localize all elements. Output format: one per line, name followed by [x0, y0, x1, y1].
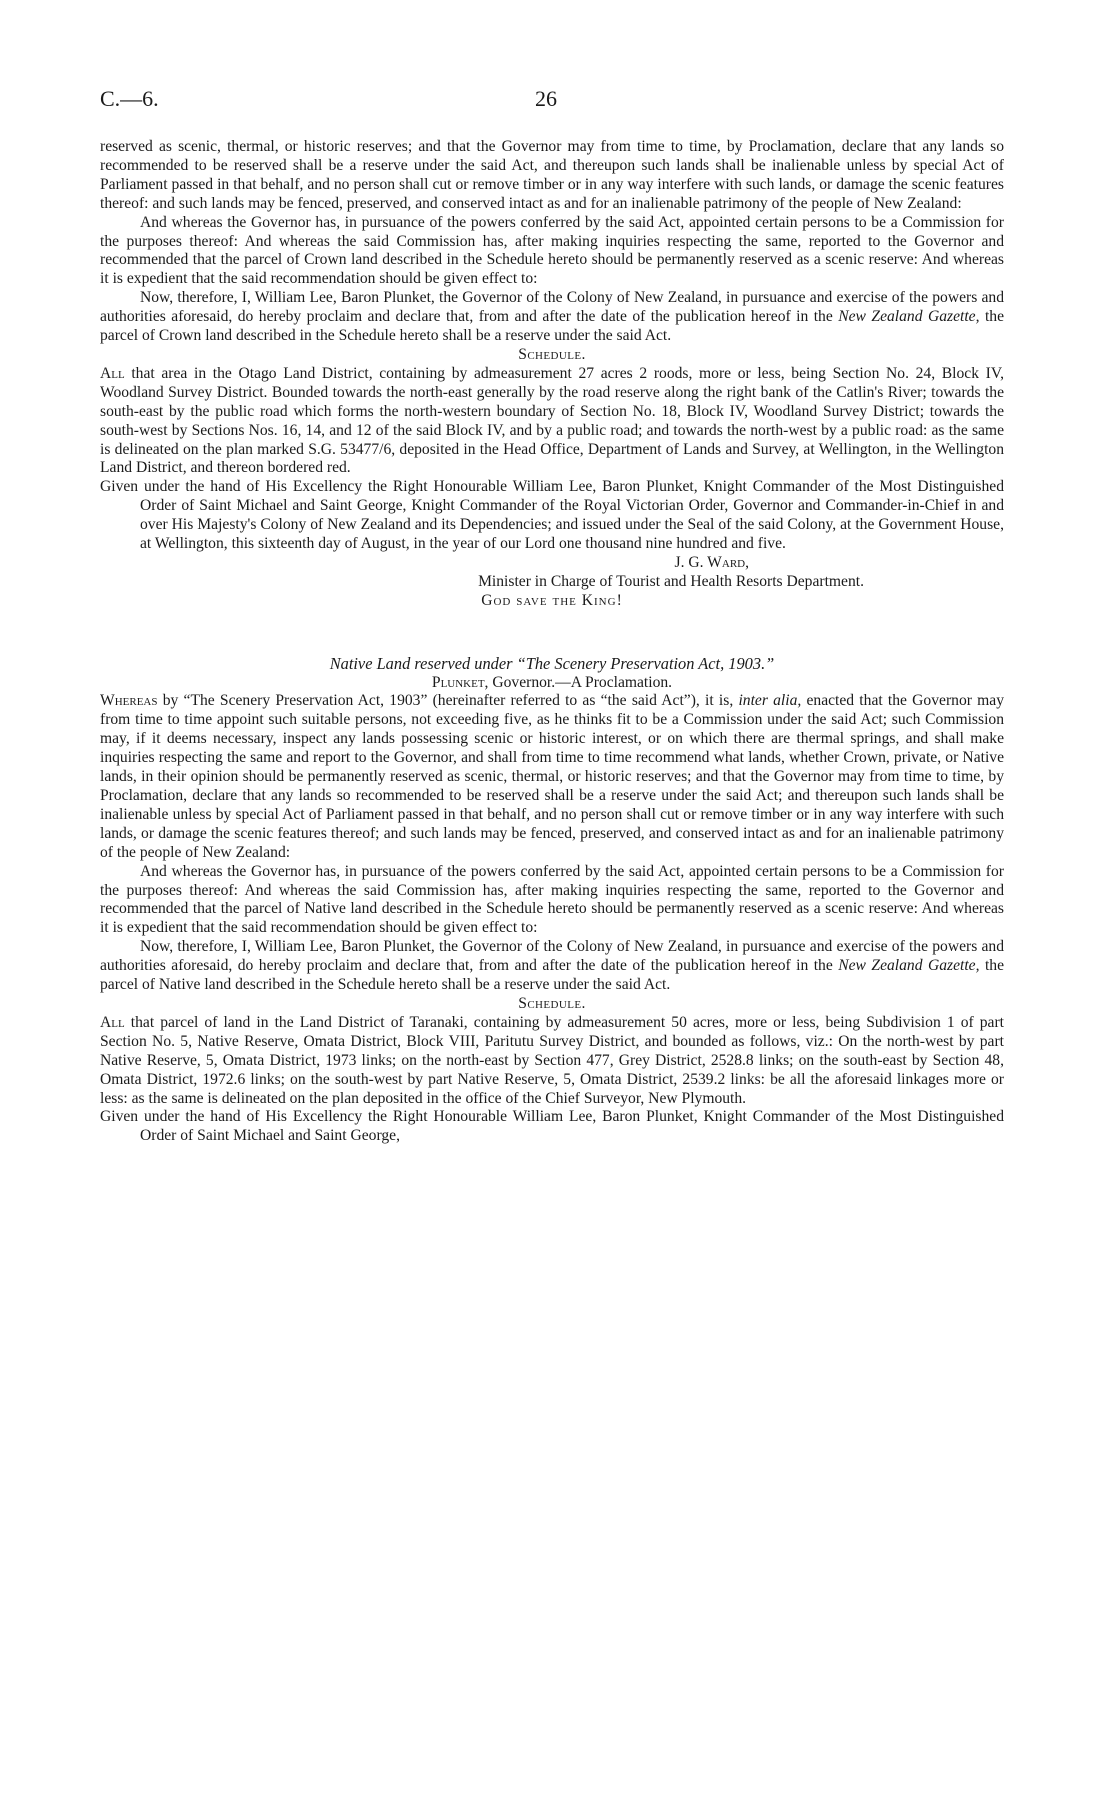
section2-paragraph-2: And whereas the Governor has, in pursuance of the powers conferred by the said Act, appointed certain persons to be a Commission for the purposes thereof: And whereas the said Commission has, after making inquiries respecting the same, reported to the Governor and recommended that the parcel of Native land described in the Schedule hereto should be permanently reserved as a scenic reserve: And whereas it is expedient that the said recommendation should be given effect to:: [100, 862, 1004, 937]
section2-paragraph-1: [100, 692, 1004, 862]
page-header: [100, 86, 1004, 120]
section1-paragraph-3: [100, 289, 1004, 346]
section2-para1-text-end: enacted that the Governor may from time to time appoint such suitable persons, not exceeding five, as he thinks fit to be a Commission under the said Act; such Commission may, if it deems necessary, inspect any lands possessing scenic or historic interest, or on which there are thermal springs, and shall make inquiries respecting the same and report to the Governor, and shall from time to time recommend what lands, whether Crown, private, or Native lands, in their opinion should be permanently reserved as scenic, thermal, or historic reserves; and that the Governor may from time to time, by Proclamation, declare that any lands so recommended to be reserved shall be a reserve under the said Act; and thereupon such lands shall be inalienable unless by special Act of Parliament passed in that behalf, and no person shall cut or remove timber or in any way interfere with such lands, or damage the scenic features thereof; and such lands may be fenced, preserved, and conserved intact as and for an inalienable patrimony of the people of New Zealand:: [100, 692, 1004, 861]
section-divider-space: [100, 611, 1004, 655]
section2-schedule-text: [100, 1014, 1004, 1109]
section2-governor-name: Plunket,: [431, 673, 489, 691]
section2-para3-text-end: the parcel of Native land described in the Schedule hereto shall be a reserve under the said Act.: [100, 957, 1004, 994]
section2-gazette-name: New Zealand Gazette,: [838, 957, 980, 975]
section2-given-clause: Given under the hand of His Excellency the Right Honourable William Lee, Baron Plunket, Knight Commander of the Most Distinguished Order of Saint Michael and Saint George,: [100, 1108, 1004, 1145]
section1-paragraph-1: reserved as scenic, thermal, or historic reserves; and that the Governor may from time to time, by Proclamation, declare that any lands so recommended to be reserved shall be a reserve under the said Act, and thereupon such lands shall be inalienable unless by special Act of Parliament passed in that behalf, and no person shall cut or remove timber or in any way interfere with such lands, or damage the scenic features thereof: and such lands may be fenced, preserved, and conserved intact as and for an inalienable patrimony of the people of New Zealand:: [100, 138, 1004, 212]
section1-gazette-name: New Zealand Gazette,: [838, 308, 980, 326]
document-body: [100, 138, 1004, 1146]
section1-schedule-heading: Schedule.: [518, 345, 586, 363]
section2-schedule-body: that parcel of land in the Land District of Taranaki, containing by admeasurement 50 acres, more or less, being Subdivision 1 of part Section No. 5, Native Reserve, Omata District, Block VIII, Paritutu Survey District, and bounded as follows, viz.: On the north-west by part Native Reserve, 5, Omata District, 1973 links; on the north-east by Section 477, Grey District, 2528.8 links; on the south-east by Section 48, Omata District, 1972.6 links; on the south-west by part Native Reserve, 5, Omata District, 2539.2 links: be all the aforesaid linkages more or less: as the same is delineated on the plan deposited in the office of the Chief Surveyor, New Plymouth.: [100, 1013, 1004, 1107]
section2-schedule-lead: All: [100, 1013, 125, 1031]
section1-schedule-body: that area in the Otago Land District, containing by admeasurement 27 acres 2 roods, more or less, being Section No. 24, Block IV, Woodland Survey District. Bounded towards the north-east generally by the road reserve along the right bank of the Catlin's River; towards the south-east by the public road which forms the north-western boundary of Section No. 18, Block IV, Woodland Survey District; towards the south-west by Sections Nos. 16, 14, and 12 of the said Block IV, and by a public road; and towards the north-west by a public road: as the same is delineated on the plan marked S.G. 53477/6, deposited in the Head Office, Department of Lands and Survey, at Wellington, in the Wellington Land District, and thereon bordered red.: [100, 364, 1004, 477]
section2-lead-word: Whereas: [100, 692, 158, 710]
section1-para3-text-end: the parcel of Crown land described in the Schedule hereto shall be a reserve under the said Act.: [100, 308, 1004, 345]
page-number: 26: [535, 86, 557, 111]
section2-title: Native Land reserved under “The Scenery Preservation Act, 1903.”: [329, 653, 775, 673]
section2-proclamation-text: Governor.—A Proclamation.: [488, 673, 673, 691]
section1-paragraph-2: And whereas the Governor has, in pursuance of the powers conferred by the said Act, appointed certain persons to be a Commission for the purposes thereof: And whereas the said Commission has, after making inquiries respecting the same, reported to the Governor and recommended that the parcel of Crown land described in the Schedule hereto should be permanently reserved as a scenic reserve: And whereas it is expedient that the said recommendation should be given effect to:: [100, 213, 1004, 288]
section1-signatory-title: Minister in Charge of Tourist and Health Resorts Department.: [478, 572, 864, 590]
section2-paragraph-3: [100, 938, 1004, 995]
section1-given-clause: Given under the hand of His Excellency the Right Honourable William Lee, Baron Plunket, Knight Commander of the Most Distinguished Order of Saint Michael and Saint George, Knight Commander of the Royal Victorian Order, Governor and Commander-in-Chief in and over His Majesty's Colony of New Zealand and its Dependencies; and issued under the Seal of the said Colony, at the Government House, at Wellington, this sixteenth day of August, in the year of our Lord one thousand nine hundred and five.: [100, 478, 1004, 553]
section1-god-save: God save the King!: [481, 591, 623, 609]
paper-code: C.—6.: [100, 86, 159, 111]
section1-signatory: J. G. Ward,: [674, 553, 749, 571]
section2-schedule-heading: Schedule.: [518, 994, 586, 1012]
section2-para3-text: Now, therefore, I, William Lee, Baron Plunket, the Governor of the Colony of New Zealand, in pursuance and exercise of the powers and authorities aforesaid, do hereby proclaim and declare that, from and after the date of the publication hereof in the: [100, 938, 1004, 975]
section2-inter-alia: inter alia,: [738, 692, 802, 710]
section1-schedule-text: [100, 365, 1004, 478]
section1-para3-text: Now, therefore, I, William Lee, Baron Plunket, the Governor of the Colony of New Zealand, in pursuance and exercise of the powers and authorities aforesaid, do hereby proclaim and declare that, from and after the date of the publication hereof in the: [100, 289, 1004, 326]
section2-proclamation-line: [100, 674, 1004, 693]
section1-schedule-lead: All: [100, 364, 125, 382]
section2-para1-text: by “The Scenery Preservation Act, 1903” (hereinafter referred to as “the said Act”), it is,: [157, 692, 739, 710]
